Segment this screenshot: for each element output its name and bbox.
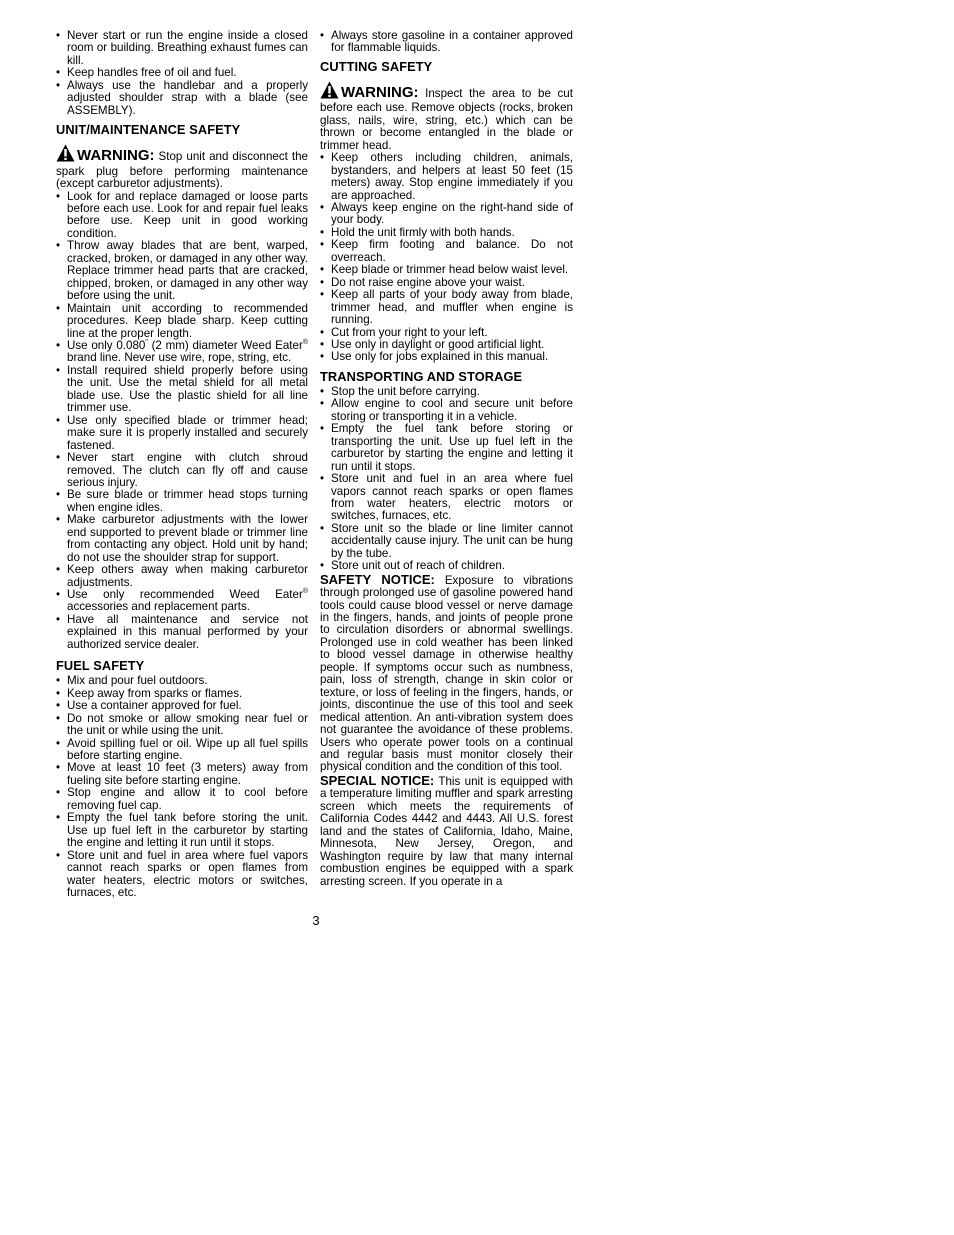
unit-maintenance-list — [56, 191, 308, 340]
list-item: • Stop engine and allow it to cool before removing fuel cap. — [56, 787, 308, 812]
list-item: • Do not raise engine above your waist. — [320, 277, 573, 289]
list-item: • Do not smoke or allow smoking near fuel or the unit or while using the unit. — [56, 713, 308, 738]
list-item: • Always keep engine on the right-hand side of your body. — [320, 202, 573, 227]
list-item: • Move at least 10 feet (3 meters) away from fueling site before starting engine. — [56, 762, 308, 787]
list-item: • Use only specified blade or trimmer head; make sure it is properly installed and securely fastened. — [56, 415, 308, 452]
special-notice-label: SPECIAL NOTICE: — [320, 772, 435, 788]
list-item: • Install required shield properly before using the unit. Use the metal shield for all metal blade use. Use the plastic shield for all line trimmer use. — [56, 365, 308, 415]
list-item: • Maintain unit according to recommended procedures. Keep blade sharp. Keep cutting line at the proper length. — [56, 303, 308, 340]
list-item: • Be sure blade or trimmer head stops turning when engine idles. — [56, 489, 308, 514]
list-item: • Look for and replace damaged or loose parts before each use. Look for and repair fuel leaks before use. Keep unit in good working condition. — [56, 191, 308, 241]
list-item: • Make carburetor adjustments with the lower end supported to prevent blade or trimmer line from contacting any object. Hold unit by hand; do not use the shoulder strap for support. — [56, 514, 308, 564]
cutting-safety-heading: CUTTING SAFETY — [320, 58, 433, 74]
registered-mark: ® — [302, 339, 308, 347]
warning-text: Inspect the area to be cut before each use. Remove objects (rocks, broken glass, nails, wire, string, etc.) which can be thrown or become entangled in the blade or trimmer head. — [320, 86, 573, 152]
fuel-safety-heading: FUEL SAFETY — [56, 658, 145, 674]
list-item: • Cut from your right to your left. — [320, 327, 573, 339]
list-item: • Keep firm footing and balance. Do not overreach. — [320, 239, 573, 264]
list-item: • Avoid spilling fuel or oil. Wipe up all fuel spills before starting engine. — [56, 738, 308, 763]
list-item: • Use only for jobs explained in this manual. — [320, 351, 573, 363]
safety-notice-label: SAFETY NOTICE: — [320, 571, 435, 587]
list-item: • Keep others away when making carburetor adjustments. — [56, 564, 308, 589]
transporting-storage-heading: TRANSPORTING AND STORAGE — [320, 368, 523, 384]
special-notice-text: This unit is equipped with a temperature limiting muffler and spark arresting screen which meets the requirements of California Codes 4442 and 4443. All U.S. forest land and the states of California, Idaho, Maine, Minnesota, New Jersey, Oregon, and Washington require by law that many internal combustion engines be equipped with a spark arresting screen. If you operate in a — [320, 774, 573, 888]
fuel-safety-list — [56, 675, 308, 899]
list-item: • Use only recommended Weed Eater® accessories and replacement parts. — [56, 589, 308, 614]
list-item: • Keep away from sparks or flames. — [56, 688, 308, 700]
list-item: • Keep others including children, animals, bystanders, and helpers at least 50 feet (15 meters) away. Stop engine immediately if you are approached. — [320, 152, 573, 202]
registered-mark: ® — [302, 588, 308, 596]
list-item: • Always use the handlebar and a properly adjusted shoulder strap with a blade (see ASSEMBLY). — [56, 80, 308, 117]
list-item: • Have all maintenance and service not explained in this manual performed by your authorized service dealer. — [56, 614, 308, 651]
right-intro-list — [320, 30, 573, 55]
special-notice — [320, 772, 573, 888]
list-item: • Allow engine to cool and secure unit before storing or transporting it in a vehicle. — [320, 398, 573, 423]
warning-label: WARNING: — [77, 147, 155, 165]
safety-notice — [320, 571, 573, 774]
list-item: • Keep blade or trimmer head below waist level. — [320, 264, 573, 276]
unit-maintenance-heading: UNIT/MAINTENANCE SAFETY — [56, 122, 241, 138]
list-item: • Use a container approved for fuel. — [56, 700, 308, 712]
list-item: • Never start engine with clutch shroud removed. The clutch can fly off and cause serious injury. — [56, 452, 308, 489]
list-item: • Always store gasoline in a container approved for flammable liquids. — [320, 30, 573, 55]
list-item: • Empty the fuel tank before storing the unit. Use up fuel left in the carburetor by starting the engine and letting it run until it stops. — [56, 812, 308, 849]
accessory-item-list — [56, 589, 308, 614]
unit-maintenance-list-2 — [56, 365, 308, 589]
list-item: • Store unit and fuel in an area where fuel vapors cannot reach sparks or open flames from water heaters, electric motors or switches, furnaces, etc. — [320, 473, 573, 523]
list-item: • Store unit so the blade or line limiter cannot accidentally cause injury. The unit can be hung by the tube. — [320, 523, 573, 560]
list-item: • Mix and pour fuel outdoors. — [56, 675, 308, 687]
warning-triangle-icon — [56, 144, 75, 165]
safety-notice-text: Exposure to vibrations through prolonged use of gasoline powered hand tools could cause blood vessel or nerve damage in the fingers, hands, and joints of people prone to circulation disorders or abnormal swellings. Prolonged use in cold weather has been linked to blood vessel damage in otherwise healthy people. If symptoms occur such as numbness, pain, loss of strength, change in skin color or texture, or loss of feeling in the fingers, hands, or joints, discontinue the use of this tool and seek medical attention. An anti-vibration system does not guarantee the avoidance of these problems. Users who operate power tools on a continual and regular basis must monitor closely their physical condition and the condition of this tool. — [320, 573, 573, 774]
list-item: • Never start or run the engine inside a closed room or building. Breathing exhaust fumes can kill. — [56, 30, 308, 67]
list-item: • Keep all parts of your body away from blade, trimmer head, and muffler when engine is running. — [320, 289, 573, 326]
list-item: • Empty the fuel tank before storing or transporting the unit. Use up fuel left in the carburetor by starting the engine and letting it run until it stops. — [320, 423, 573, 473]
left-intro-list — [56, 30, 308, 117]
list-item: • Stop the unit before carrying. — [320, 386, 573, 398]
page-number: 3 — [312, 913, 320, 928]
cutting-safety-list — [320, 152, 573, 364]
list-item: • Throw away blades that are bent, warped, cracked, broken, or damaged in any other way. Replace trimmer head parts that are cracked, chipped, broken, or damaged in any other way before using the unit. — [56, 240, 308, 302]
list-item: • Hold the unit firmly with both hands. — [320, 227, 573, 239]
list-item: • Store unit out of reach of children. — [320, 560, 573, 572]
right-column — [320, 30, 573, 888]
warning-triangle-icon — [320, 81, 339, 102]
list-item: • Store unit and fuel in area where fuel vapors cannot reach sparks or open flames from water heaters, electric motors or switches, furnaces, etc. — [56, 850, 308, 900]
line-item-list — [56, 340, 308, 365]
list-item: • Keep handles free of oil and fuel. — [56, 67, 308, 79]
warning-label: WARNING: — [341, 83, 419, 101]
unit-maintenance-list-3 — [56, 614, 308, 651]
left-column — [56, 30, 308, 899]
transport-storage-list — [320, 386, 573, 573]
unit-warning — [56, 144, 308, 190]
cutting-warning — [320, 81, 573, 152]
list-item: • Use only in daylight or good artificial light. — [320, 339, 573, 351]
list-item: • Use only 0.080" (2 mm) diameter Weed Eater® brand line. Never use wire, rope, string, etc. — [56, 340, 308, 365]
warning-text: Stop unit and disconnect the spark plug before performing maintenance (except carburetor adjustments). — [56, 150, 308, 191]
